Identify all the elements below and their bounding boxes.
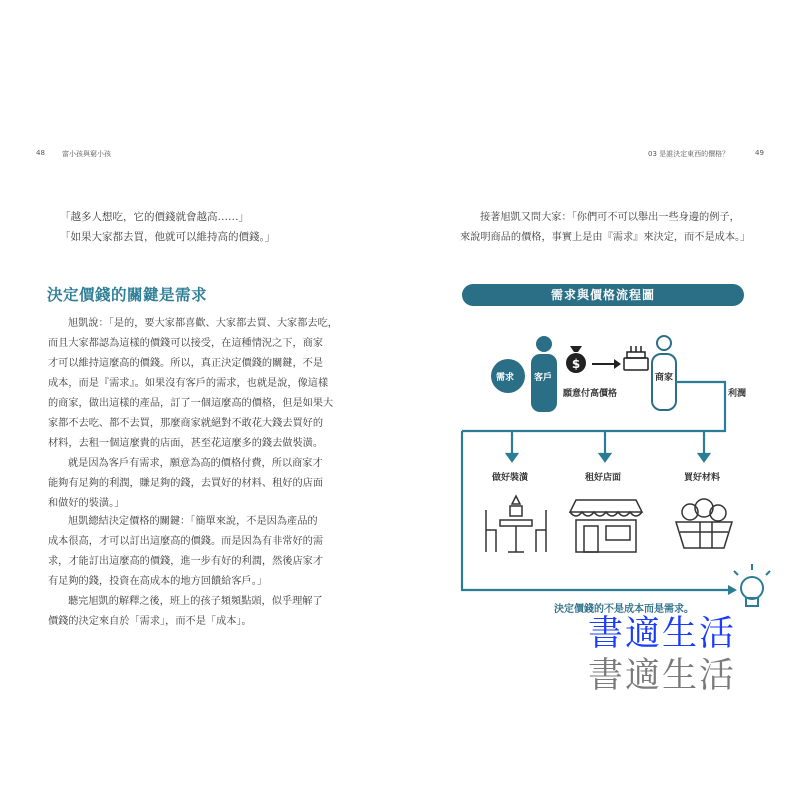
demand-label: 需求 (496, 373, 515, 383)
outcome-label: 做好裝潢 (492, 473, 529, 483)
profit-label: 利潤 (728, 389, 747, 399)
paragraph-line: 才可以維持這麼高的價錢。所以，真正決定價錢的關鍵，不是 (48, 358, 324, 369)
watermark-blue: 書適生活 (588, 614, 737, 654)
paragraph-line: 接著旭凱又問大家：「你們可不可以舉出一些身邊的例子， (480, 212, 740, 223)
quote-line: 「如果大家都去買，他就可以維持高的價錢。」 (60, 231, 276, 243)
left-running-head: 富小孩與窮小孩 (62, 150, 111, 158)
watermark-gray: 書適生活 (588, 656, 737, 696)
storefront-icon (570, 500, 642, 552)
merchant-label: 商家 (655, 373, 674, 383)
customer-label: 客戶 (534, 373, 553, 383)
paragraph-line: 求，才能訂出這麼高的價錢，進一步有好的利潤，然後店家才 (48, 556, 324, 567)
paragraph-line: 旭凱說：「是的，要大家都喜歡、大家都去買、大家都去吃， (68, 318, 338, 329)
paragraph-line: 價錢的決定來自於「需求」，而不是「成本」。 (48, 616, 252, 627)
arrow-down-icon (507, 431, 517, 461)
right-page-number: 49 (755, 149, 764, 157)
conclusion-connector (462, 431, 730, 590)
arrow-down-icon (699, 431, 709, 461)
arrow-down-icon (600, 431, 610, 461)
paragraph-line: 而且大家都認為這樣的價錢可以接受，在這種情況之下，商家 (48, 338, 324, 349)
diagram-title-banner: 需求與價格流程圖 (462, 284, 744, 306)
left-page-number: 48 (36, 149, 45, 157)
outcome-label: 買好材料 (684, 473, 721, 483)
paragraph-line: 聽完旭凱的解釋之後，班上的孩子頻頻點頭，似乎理解了 (68, 596, 323, 607)
quote-line: 「越多人想吃，它的價錢就會越高……」 (60, 211, 249, 223)
cake-icon (624, 346, 648, 370)
right-running-head: 03 是誰決定東西的價格？ (648, 150, 730, 158)
paragraph-line: 能夠有足夠的利潤，賺足夠的錢，去買好的材料、租好的店面 (48, 478, 324, 489)
money-bag-icon (566, 346, 586, 373)
paragraph-line: 成本很高，才可以訂出這麼高的價錢。而是因為有非常好的需 (48, 536, 324, 547)
paragraph-line: 成本，而是『需求』。如果沒有客戶的需求，也就是說，像這樣 (48, 378, 329, 389)
arrow-right-icon (592, 359, 621, 369)
paragraph-line: 家都不去吃、都不去買，那麼商家就絕對不敢花大錢去買好的 (48, 418, 324, 429)
paragraph-line: 的商家，做出這樣的產品，訂了一個這麼高的價格，但是如果大 (48, 398, 334, 409)
outcome-label: 租好店面 (585, 473, 622, 483)
paragraph-line: 就是因為客戶有需求，願意為高的價格付費，所以商家才 (68, 458, 323, 469)
dining-table-icon (486, 496, 546, 552)
conclusion-label: 決定價錢的不是成本而是需求。 (554, 604, 694, 615)
conclusion-arrowhead (728, 585, 737, 595)
customer-head-icon (536, 336, 552, 352)
willing-to-pay-label: 願意付高價格 (563, 389, 618, 399)
svg-text:$: $ (571, 357, 581, 371)
paragraph-line: 旭凱總結決定價格的關鍵：「簡單來說，不是因為產品的 (68, 516, 318, 527)
paragraph-line: 來說明商品的價格，事實上是由『需求』來決定，而不是成本。」 (460, 232, 751, 243)
basket-icon (676, 499, 732, 548)
lightbulb-icon (734, 564, 770, 606)
section-title: 決定價錢的關鍵是需求 (47, 286, 208, 304)
paragraph-line: 有足夠的錢，投資在高成本的地方回饋給客戶。」 (48, 576, 268, 587)
customer-body-icon (531, 354, 557, 412)
paragraph-line: 和做好的裝潢。」 (48, 498, 125, 509)
paragraph-line: 材料，去租一個這麼貴的店面，甚至花這麼多的錢去做裝潢。 (48, 438, 324, 449)
